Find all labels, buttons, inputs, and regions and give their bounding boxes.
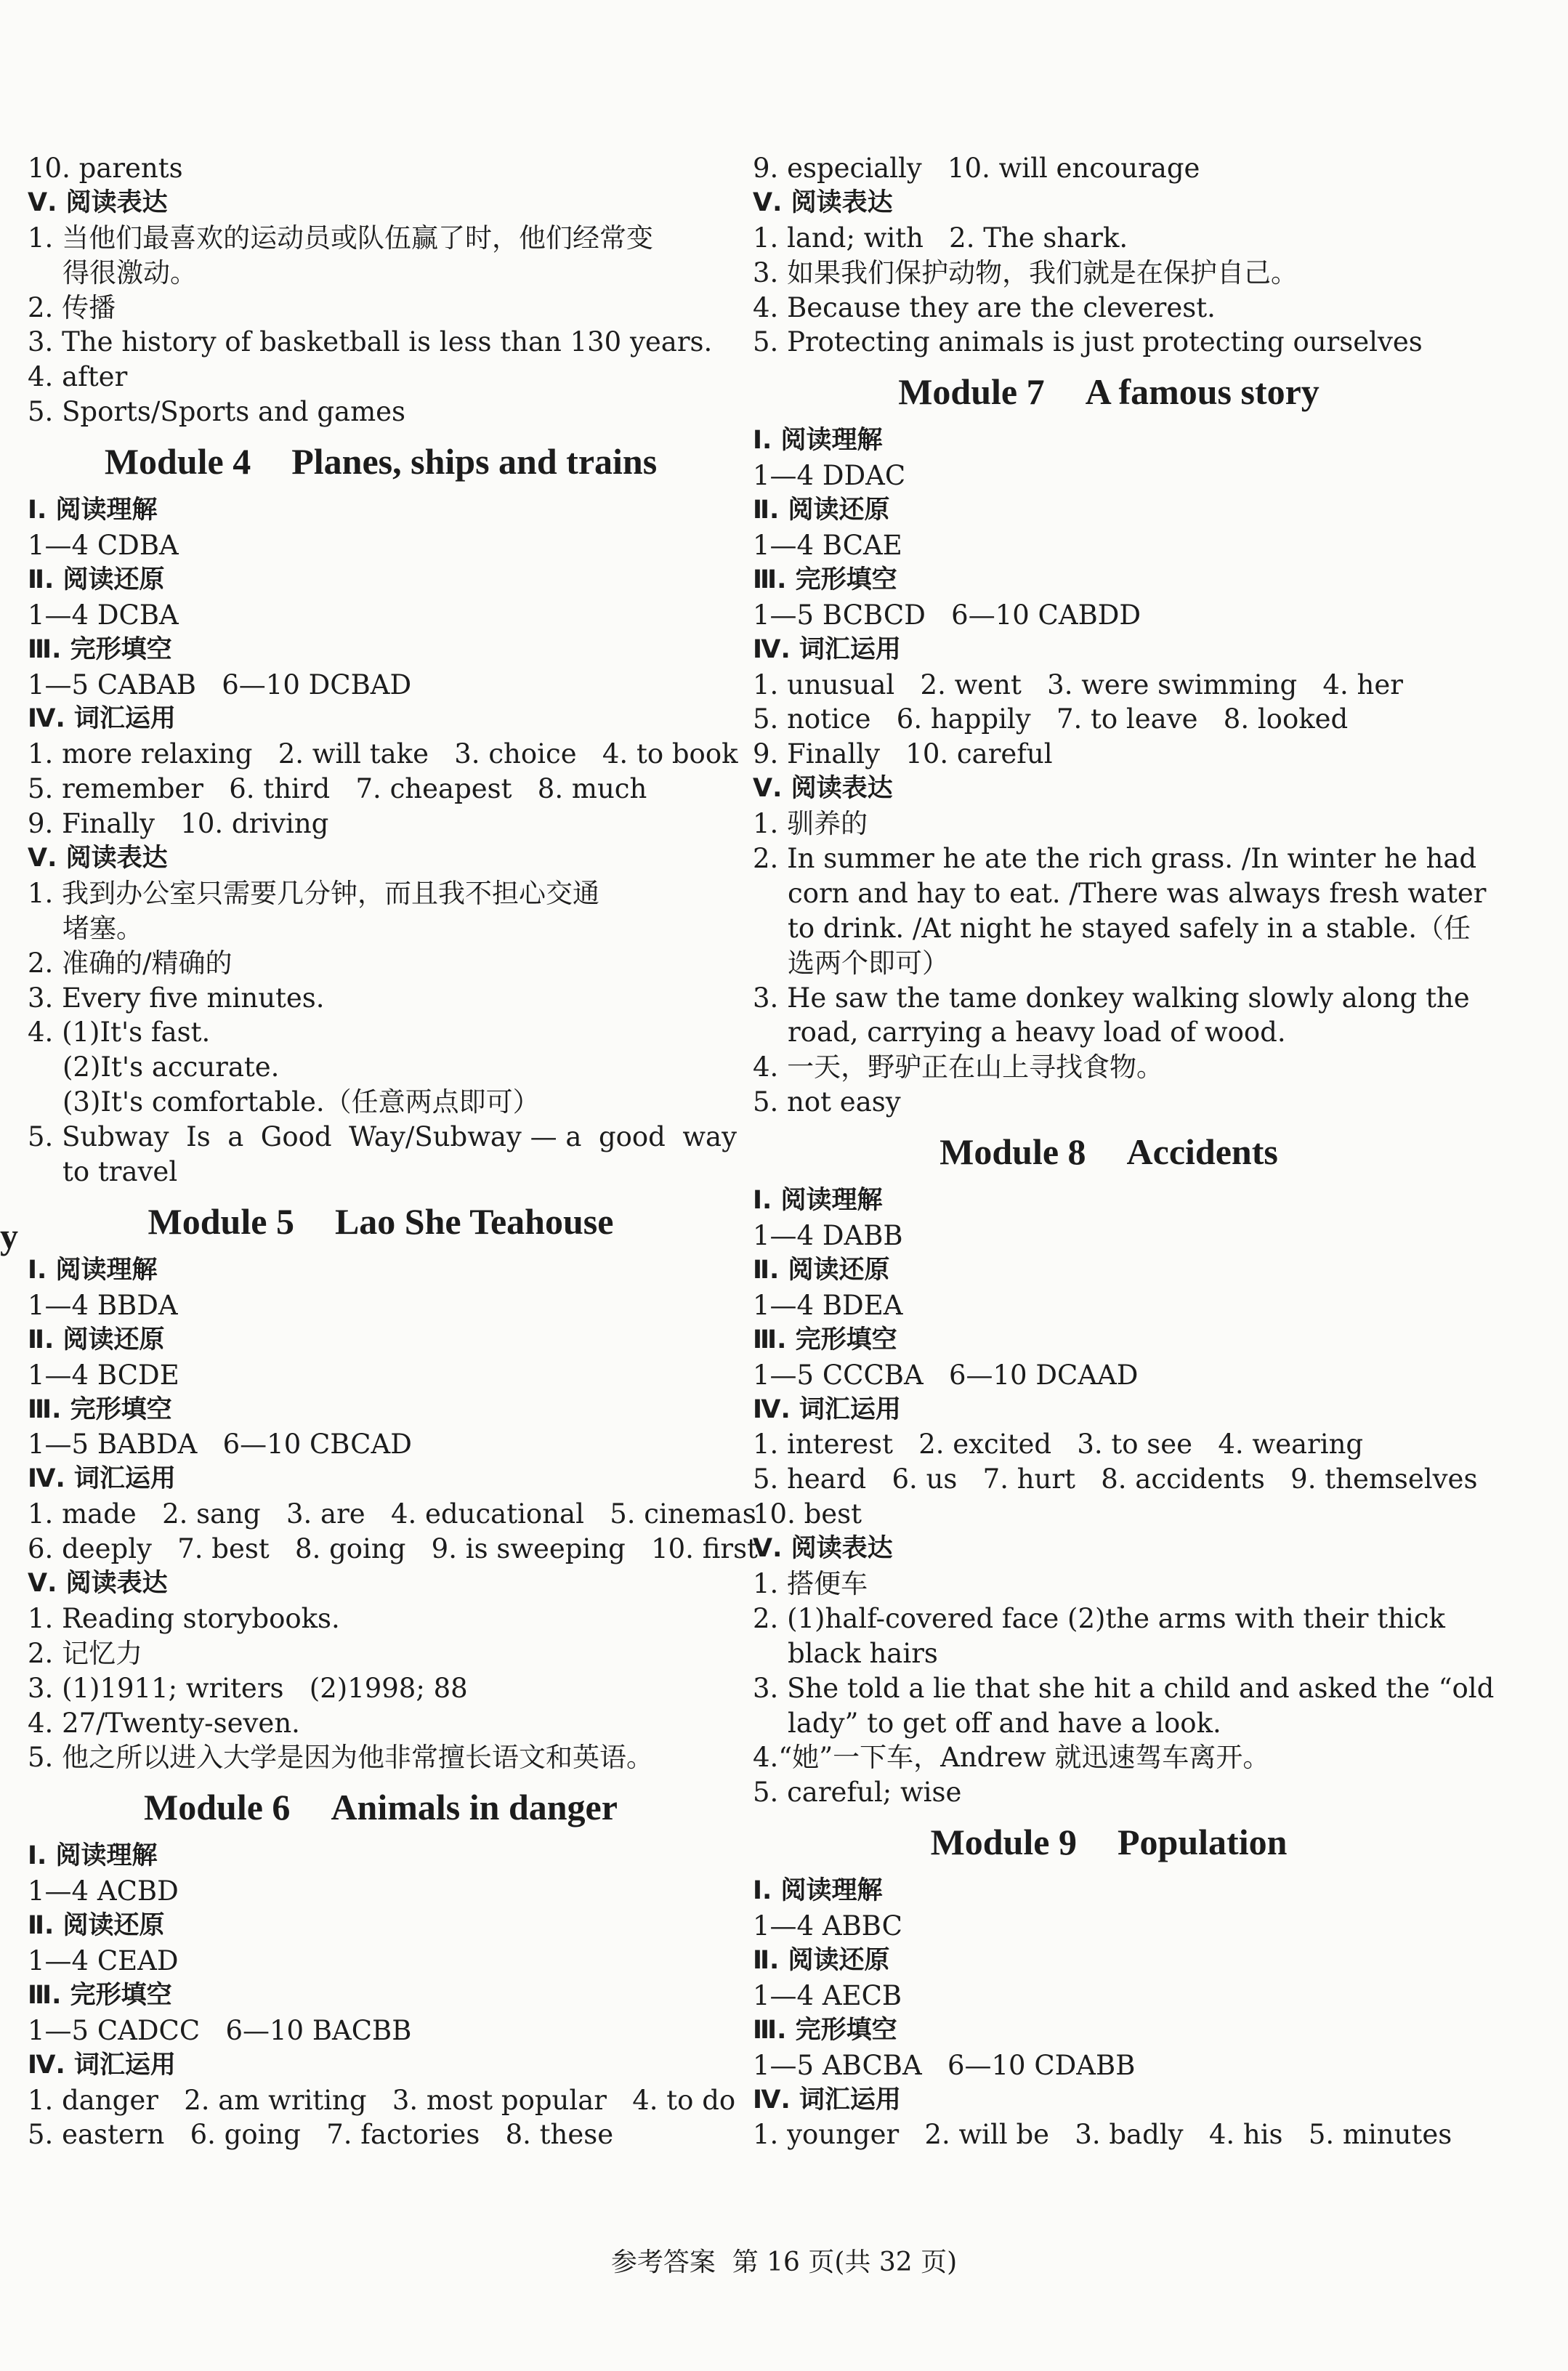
module-9-answers — [753, 1874, 1465, 2152]
answer-line: 2. 准确的/精确的 — [28, 947, 233, 979]
left-continuation — [28, 151, 734, 429]
section-label: Ⅱ. 阅读还原 — [753, 1255, 890, 1285]
edge-text-fragment: y — [0, 1216, 18, 1256]
section-label: Ⅲ. 完形填空 — [753, 1325, 897, 1354]
answer-line: 1—4 BDEA — [753, 1289, 903, 1321]
section-label: Ⅳ. 词汇运用 — [28, 704, 176, 734]
answer-line: (3)It's comfortable.（任意两点即可） — [62, 1086, 540, 1118]
section-label: Ⅰ. 阅读理解 — [753, 426, 883, 456]
answer-line: 1—5 BABDA 6—10 CBCAD — [28, 1429, 412, 1461]
answer-line: 2. 传播 — [28, 291, 116, 323]
module-8-answers — [753, 1184, 1495, 1810]
answer-line: 1—5 ABCBA 6—10 CDABB — [753, 2049, 1136, 2081]
section-label: Ⅳ. 词汇运用 — [28, 2050, 176, 2080]
answer-line: (2)It's accurate. — [62, 1051, 280, 1083]
answer-line: 堵塞。 — [62, 912, 143, 944]
module-4-heading — [28, 429, 734, 493]
answer-line: 1. land; with 2. The shark. — [753, 222, 1128, 254]
module-7-answers — [753, 424, 1487, 1120]
module-number: Module 4 — [104, 441, 251, 482]
answer-line: 1. 当他们最喜欢的运动员或队伍赢了时，他们经常变 — [28, 222, 654, 254]
answer-line: to drink. /At night he stayed safely in a stable.（任 — [788, 912, 1471, 944]
answer-line: 1—4 CDBA — [28, 530, 179, 562]
right-column — [753, 151, 1495, 2152]
module-title: Animals in danger — [331, 1787, 618, 1828]
module-number: Module 5 — [147, 1200, 294, 1242]
answer-line: 5. Sports/Sports and games — [28, 396, 406, 428]
answer-line: 1. made 2. sang 3. are 4. educational 5. cinemas — [28, 1498, 756, 1530]
section-label: Ⅴ. 阅读表达 — [28, 844, 168, 873]
answer-line: 2. In summer he ate the rich grass. /In winter he had — [753, 843, 1477, 875]
section-label: Ⅰ. 阅读理解 — [28, 1841, 158, 1871]
answer-line: to travel — [62, 1156, 178, 1188]
module-4-answers — [28, 493, 738, 1189]
module-number: Module 7 — [898, 371, 1045, 413]
left-column — [28, 151, 758, 2152]
module-title: Population — [1118, 1822, 1288, 1863]
answer-line: 10. best — [753, 1498, 862, 1530]
answer-line: 4. 一天，野驴正在山上寻找食物。 — [753, 1051, 1164, 1083]
section-label: Ⅴ. 阅读表达 — [753, 774, 893, 804]
answer-line: 得很激动。 — [62, 257, 197, 288]
section-label: Ⅰ. 阅读理解 — [28, 496, 158, 525]
answer-line: 1. more relaxing 2. will take 3. choice 4. to book — [28, 738, 738, 770]
answer-line: 3. 如果我们保护动物，我们就是在保护自己。 — [753, 257, 1298, 288]
answer-line: 5. 他之所以进入大学是因为他非常擅长语文和英语。 — [28, 1742, 654, 1774]
section-label: Ⅳ. 词汇运用 — [753, 634, 901, 664]
answer-line: 1—4 ACBD — [28, 1875, 179, 1907]
answer-line: 10. parents — [28, 153, 183, 184]
right-continuation — [753, 151, 1465, 360]
answer-line: 1. Reading storybooks. — [28, 1602, 340, 1634]
answer-line: 4. after — [28, 361, 128, 393]
section-label: Ⅱ. 阅读还原 — [753, 496, 890, 525]
answer-line: road, carrying a heavy load of wood. — [788, 1017, 1286, 1049]
module-6-answers — [28, 1839, 734, 2152]
section-label: Ⅲ. 完形填空 — [28, 1394, 172, 1424]
module-5-answers — [28, 1253, 758, 1775]
answer-line: 4.“她”一下车，Andrew 就迅速驾车离开。 — [753, 1742, 1270, 1774]
section-label: Ⅱ. 阅读还原 — [28, 1325, 165, 1354]
section-label: Ⅱ. 阅读还原 — [28, 1911, 165, 1941]
section-label: Ⅰ. 阅读理解 — [753, 1876, 883, 1906]
answer-line: 9. Finally 10. careful — [753, 738, 1053, 770]
module-number: Module 8 — [939, 1131, 1086, 1173]
answer-line: 1. danger 2. am writing 3. most popular 4. to do — [28, 2084, 736, 2116]
section-label: Ⅴ. 阅读表达 — [753, 187, 893, 217]
answer-line: 1—5 CABAB 6—10 DCBAD — [28, 669, 412, 700]
section-label: Ⅳ. 词汇运用 — [753, 2085, 901, 2114]
module-8-heading — [753, 1120, 1465, 1184]
section-label: Ⅳ. 词汇运用 — [753, 1394, 901, 1424]
answer-line: 1. 我到办公室只需要几分钟，而且我不担心交通 — [28, 877, 600, 909]
answer-line: 5. notice 6. happily 7. to leave 8. looked — [753, 703, 1349, 735]
answer-line: 5. eastern 6. going 7. factories 8. these — [28, 2119, 614, 2151]
answer-line: 1—4 DDAC — [753, 460, 906, 492]
answer-line: corn and hay to eat. /There was always fresh water — [788, 877, 1487, 909]
module-9-heading — [753, 1810, 1465, 1874]
answer-line: 5. Protecting animals is just protecting ourselves — [753, 326, 1423, 358]
answer-line: 3. (1)1911; writers (2)1998; 88 — [28, 1672, 468, 1704]
answer-line: 5. remember 6. third 7. cheapest 8. much — [28, 773, 647, 805]
answer-line: 1—4 BCDE — [28, 1359, 179, 1391]
section-label: Ⅲ. 完形填空 — [753, 2015, 897, 2045]
answer-line: 3. She told a lie that she hit a child and asked the “old — [753, 1672, 1495, 1704]
answer-line: black hairs — [788, 1637, 938, 1669]
answer-line: lady” to get off and have a look. — [788, 1707, 1221, 1739]
answer-line: 2. 记忆力 — [28, 1637, 143, 1669]
answer-line: 5. not easy — [753, 1086, 901, 1118]
module-number: Module 9 — [930, 1822, 1077, 1863]
page-footer: 参考答案 第 16 页(共 32 页) — [610, 2247, 958, 2277]
section-label: Ⅲ. 完形填空 — [28, 1980, 172, 2010]
module-5-heading — [28, 1189, 734, 1253]
section-label: Ⅴ. 阅读表达 — [28, 187, 168, 217]
answer-line: 5. heard 6. us 7. hurt 8. accidents 9. themselves — [753, 1463, 1478, 1495]
answer-line: 1—4 DABB — [753, 1220, 903, 1252]
answer-line: 1—5 CCCBA 6—10 DCAAD — [753, 1359, 1139, 1391]
answer-line: 4. (1)It's fast. — [28, 1017, 211, 1049]
answer-line: 3. Every five minutes. — [28, 982, 325, 1014]
answer-line: 2. (1)half-covered face (2)the arms with their thick — [753, 1602, 1445, 1634]
section-label: Ⅱ. 阅读还原 — [753, 1945, 890, 1975]
answer-line: 1—4 CEAD — [28, 1944, 179, 1976]
module-title: A famous story — [1085, 371, 1320, 413]
section-label: Ⅳ. 词汇运用 — [28, 1464, 176, 1494]
answer-line: 5. Subway Is a Good Way/Subway — a good way — [28, 1121, 737, 1153]
section-label: Ⅱ. 阅读还原 — [28, 565, 165, 594]
section-label: Ⅴ. 阅读表达 — [753, 1534, 893, 1564]
module-title: Planes, ships and trains — [291, 441, 658, 482]
answer-line: 1—4 DCBA — [28, 599, 179, 631]
answer-line: 4. 27/Twenty-seven. — [28, 1707, 300, 1739]
answer-line: 6. deeply 7. best 8. going 9. is sweeping 10. first — [28, 1533, 758, 1565]
answer-line: 3. The history of basketball is less than 130 years. — [28, 326, 713, 358]
answer-line: 1—5 CADCC 6—10 BACBB — [28, 2014, 412, 2046]
answer-line: 1—4 ABBC — [753, 1910, 902, 1942]
answer-line: 1. unusual 2. went 3. were swimming 4. her — [753, 669, 1403, 700]
module-7-heading — [753, 360, 1465, 424]
module-title: Accidents — [1126, 1131, 1278, 1173]
answer-line: 1—4 BCAE — [753, 530, 902, 562]
section-label: Ⅰ. 阅读理解 — [753, 1186, 883, 1216]
answer-line: 5. careful; wise — [753, 1777, 962, 1809]
answer-line: 1. 驯养的 — [753, 808, 868, 840]
module-title: Lao She Teahouse — [334, 1200, 614, 1242]
answer-line: 4. Because they are the cleverest. — [753, 291, 1216, 323]
answer-line: 9. Finally 10. driving — [28, 808, 329, 840]
answer-line: 1—4 BBDA — [28, 1289, 178, 1321]
answer-line: 1. younger 2. will be 3. badly 4. his 5. minutes — [753, 2119, 1452, 2151]
answer-line: 1. 搭便车 — [753, 1567, 868, 1599]
answer-line: 1—5 BCBCD 6—10 CABDD — [753, 599, 1141, 631]
section-label: Ⅲ. 完形填空 — [753, 565, 897, 594]
answer-line: 9. especially 10. will encourage — [753, 153, 1200, 184]
section-label: Ⅰ. 阅读理解 — [28, 1255, 158, 1285]
section-label: Ⅴ. 阅读表达 — [28, 1568, 168, 1598]
answer-line: 1. interest 2. excited 3. to see 4. wearing — [753, 1429, 1364, 1461]
module-6-heading — [28, 1775, 734, 1839]
answer-line: 1—4 AECB — [753, 1979, 902, 2011]
section-label: Ⅲ. 完形填空 — [28, 634, 172, 664]
answer-line: 选两个即可） — [788, 947, 949, 979]
module-number: Module 6 — [144, 1787, 291, 1828]
answer-line: 3. He saw the tame donkey walking slowly along the — [753, 982, 1470, 1014]
